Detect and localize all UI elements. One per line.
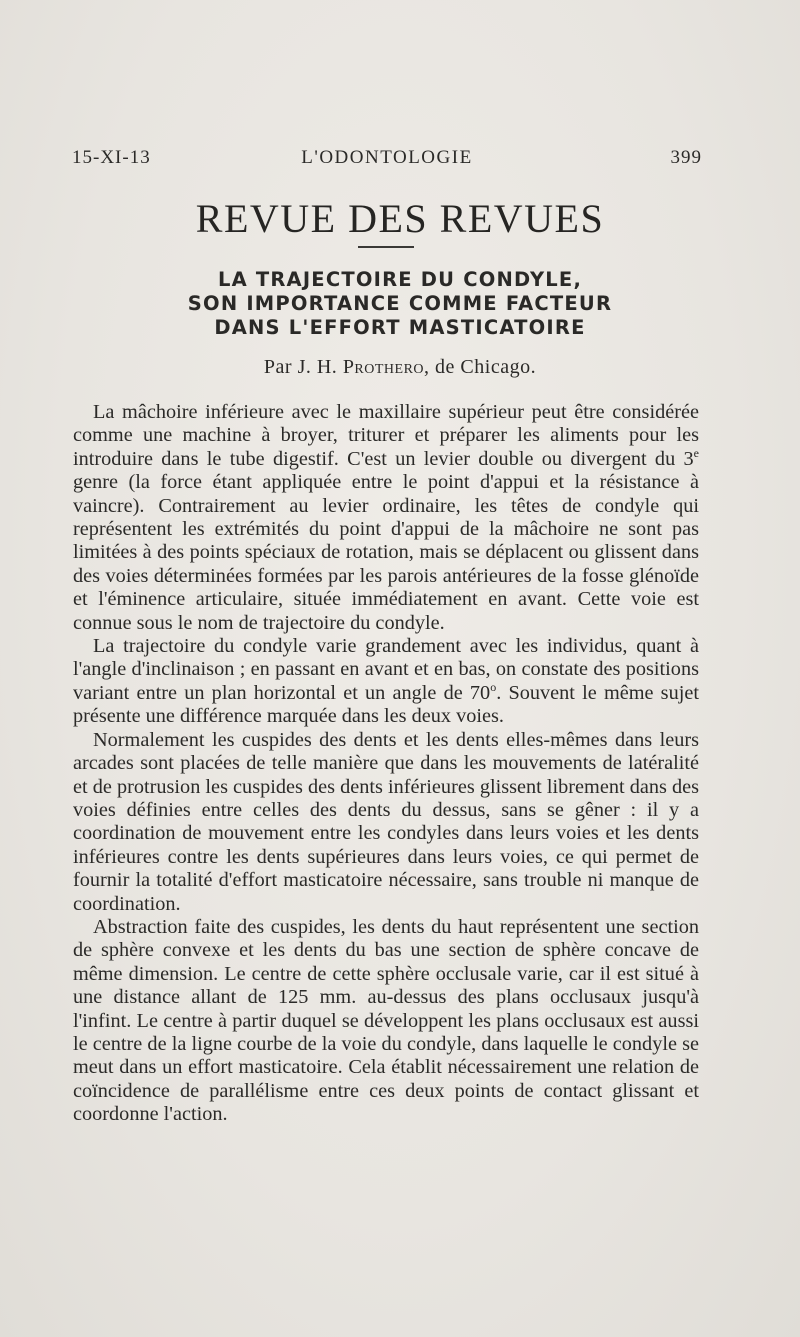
section-title: REVUE DES REVUES — [195, 196, 605, 241]
byline-prefix: Par J. H. — [263, 356, 338, 378]
paragraph-2 — [73, 635, 699, 729]
header-journal-name: L'ODONTOLOGIE — [301, 147, 473, 168]
superscript-e: e — [693, 446, 699, 461]
paragraph-1 — [73, 401, 699, 635]
superscript-degree: o — [490, 680, 497, 695]
paragraph-4: Abstraction faite des cuspides, les dents du haut représentent une section de sphère convexe et les dents du bas une section de sphère concave de même dimension. Le centre de cette sphère occlusale varie, car il est situé à une distance allant de 125 mm. au-dessus des plans occlusaux jusqu'à l'infint. Le centre à partir duquel se développent les plans occlusaux est aussi le centre de la ligne courbe de la voie du condyle, dans laquelle le condyle se meut dans un effort masticatoire. Cela établit nécessairement une relation de coïncidence de parallélisme entre ces deux points de contact glissant et coordonne l'action. — [73, 915, 699, 1126]
paragraph-2-text-a: La trajectoire du condyle varie grandement avec les individus, quant à l'angle d'inclinaison ; en passant en avant et en bas, on constate des positions variant entre un plan horizontal et un angle de 70 — [73, 635, 699, 704]
title-divider — [358, 246, 414, 248]
byline-suffix: , de Chicago. — [424, 356, 537, 378]
paragraph-1-text-b: genre (la force étant appliquée entre le point d'appui et la résistance à vaincre). Contrairement au levier ordinaire, les têtes de condyle qui représentent les extrémités du point d'appui de la mâchoire ne sont pas limitées à des points spéciaux de rotation, mais se déplacent ou glissent dans des voies déterminées formées par les parois antérieures de la fosse glénoïde et l'éminence articulaire, située immédiatement en avant. Cette voie est connue sous le nom de trajectoire du condyle. — [73, 471, 699, 634]
header-date: 15-XI-13 — [72, 147, 151, 168]
article-title-line-2: SON IMPORTANCE COMME FACTEUR — [187, 292, 613, 315]
paragraph-1-text-a: La mâchoire inférieure avec le maxillaire supérieur peut être considérée comme une machine à broyer, triturer et préparer les aliments pour les introduire dans le tube digestif. C'est un levier double ou divergent du 3 — [73, 401, 699, 470]
article-title-line-1: LA TRAJECTOIRE DU CONDYLE, — [217, 268, 583, 291]
byline — [0, 356, 800, 379]
header-page-number: 399 — [670, 147, 702, 168]
running-header — [72, 147, 702, 177]
article-title — [60, 268, 740, 340]
author-name: Prothero — [342, 356, 425, 378]
article-title-line-3: DANS L'EFFORT MASTICATOIRE — [214, 316, 586, 339]
paragraph-3: Normalement les cuspides des dents et les dents elles-mêmes dans leurs arcades sont placées de telle manière que dans les mouvements de latéralité et de protrusion les cuspides des dents inférieures glissent librement dans des voies définies entre celles des dents du dessus, sans se gêner : il y a coordination de mouvement entre les condyles dans leurs voies et les dents inférieures contre les dents supérieures dans leurs voies, ce qui permet de fournir la totalité d'effort masticatoire nécessaire, sans trouble ni manque de coordination. — [73, 728, 699, 915]
paragraph-2-text-b: . Souvent le même sujet présente une différence marquée dans les deux voies. — [73, 681, 699, 728]
article-body — [73, 401, 699, 1127]
